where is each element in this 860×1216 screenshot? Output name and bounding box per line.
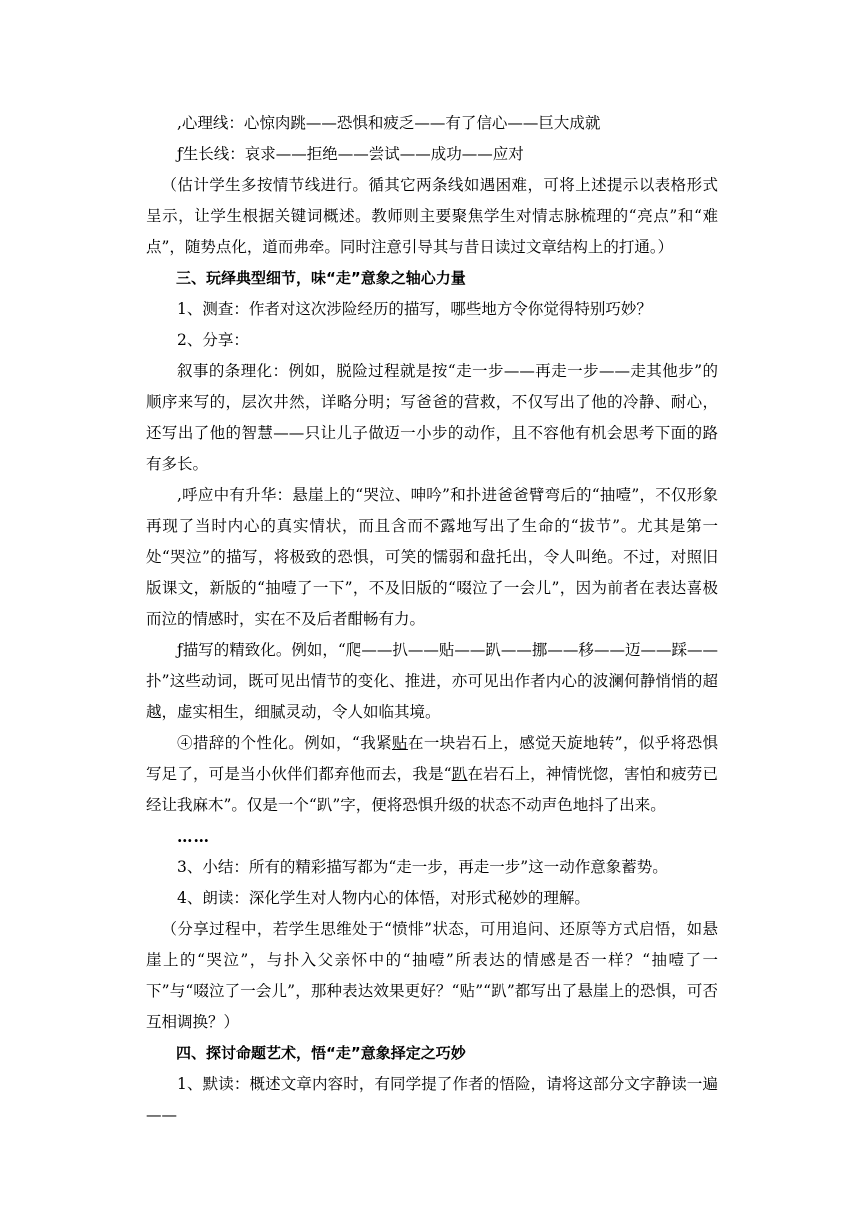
underlined-word-pa: 趴 <box>451 765 468 783</box>
echo-sublimation-paragraph: ,呼应中有升华：悬崖上的“哭泣、呻吟”和扑进爸爸臂弯后的“抽噎”，不仅形象再现了当时内心的真实情状，而且含而不露地写出了生命的“拔节”。尤其是第一处“哭泣”的描写，将极致的恐惧，可笑的懦弱和盘托出，令人叫绝。不过，对照旧版课文，新版的“抽噎了一下”，不及旧版的“啜泣了一会儿”，因为前者在表达喜极而泣的情感时，实在不及后者酣畅有力。 <box>146 486 718 628</box>
section-heading-3: 三、玩绎典型细节，味“走”意象之轴心力量 <box>176 269 466 287</box>
growth-line: ƒ生长线：哀求——拒绝——尝试——成功——应对 <box>177 145 524 163</box>
section-heading-4: 四、探讨命题艺术，悟“走”意象择定之巧妙 <box>176 1044 466 1062</box>
wording-text-c: 在岩石上，神情恍惚，害怕和疲劳已经让我麻木”。仅是一个“趴”字，便将恐惧升级的状态不动声色地抖了出来。 <box>146 765 718 814</box>
wording-text-b: 在一块岩石上，感觉天旋地转”，似乎将恐惧写足了，可是当小伙伴们都弃他而去，我是“ <box>146 734 718 783</box>
teaching-note-paragraph: （估计学生多按情节线进行。循其它两条线如遇困难，可将上述提示以表格形式呈示，让学生根据关键词概述。教师则主要聚焦学生对情志脉梳理的“亮点”和“难点”，随势点化，道而弗牵。同时注意引导其与昔日读过文章结构上的打通。） <box>146 176 718 256</box>
document-body <box>146 108 718 1131</box>
wording-text-a: ④措辞的个性化。例如，“我紧 <box>177 734 393 752</box>
step-survey: 1、测查：作者对这次涉险经历的描写，哪些地方令你觉得特别巧妙？ <box>177 300 652 318</box>
sharing-note-paragraph: （分享过程中，若学生思维处于“愤悱”状态，可用追问、还原等方式启悟，如悬崖上的“哭泣”，与扑入父亲怀中的“抽噎”所表达的情感是否一样？“抽噎了一下”与“啜泣了一会儿”，那种表达效果更好？“贴”“趴”都写出了悬崖上的恐惧，可否互相调换？） <box>146 920 718 1031</box>
step-reading-aloud: 4、朗读：深化学生对人物内心的体悟，对形式秘妙的理解。 <box>177 889 590 907</box>
underlined-word-tie: 贴 <box>392 734 408 752</box>
psychology-line: ,心理线：心惊肉跳——恐惧和疲乏——有了信心——巨大成就 <box>177 114 601 132</box>
narrative-order-paragraph: 叙事的条理化：例如，脱险过程就是按“走一步——再走一步——走其他步”的顺序来写的，层次井然，详略分明；写爸爸的营救，不仅写出了他的冷静、耐心，还写出了他的智慧——只让儿子做迈一小步的动作，且不容他有机会思考下面的路有多长。 <box>146 362 718 473</box>
wording-paragraph <box>146 728 718 821</box>
ellipsis: …… <box>177 827 210 846</box>
step-summary: 3、小结：所有的精彩描写都为“走一步，再走一步”这一动作意象蓄势。 <box>177 858 668 876</box>
step-share: 2、分享： <box>177 331 249 349</box>
fine-description-paragraph: ƒ描写的精致化。例如，“爬——扒——贴——趴——挪——移——迈——踩——扑”这些动词，既可见出情节的变化、推进，亦可见出作者内心的波澜何静悄悄的超越，虚实相生，细腻灵动，令人如临其境。 <box>146 641 718 721</box>
step-silent-reading: 1、默读：概述文章内容时，有同学提了作者的悟险，请将这部分文字静读一遍—— <box>146 1075 718 1124</box>
